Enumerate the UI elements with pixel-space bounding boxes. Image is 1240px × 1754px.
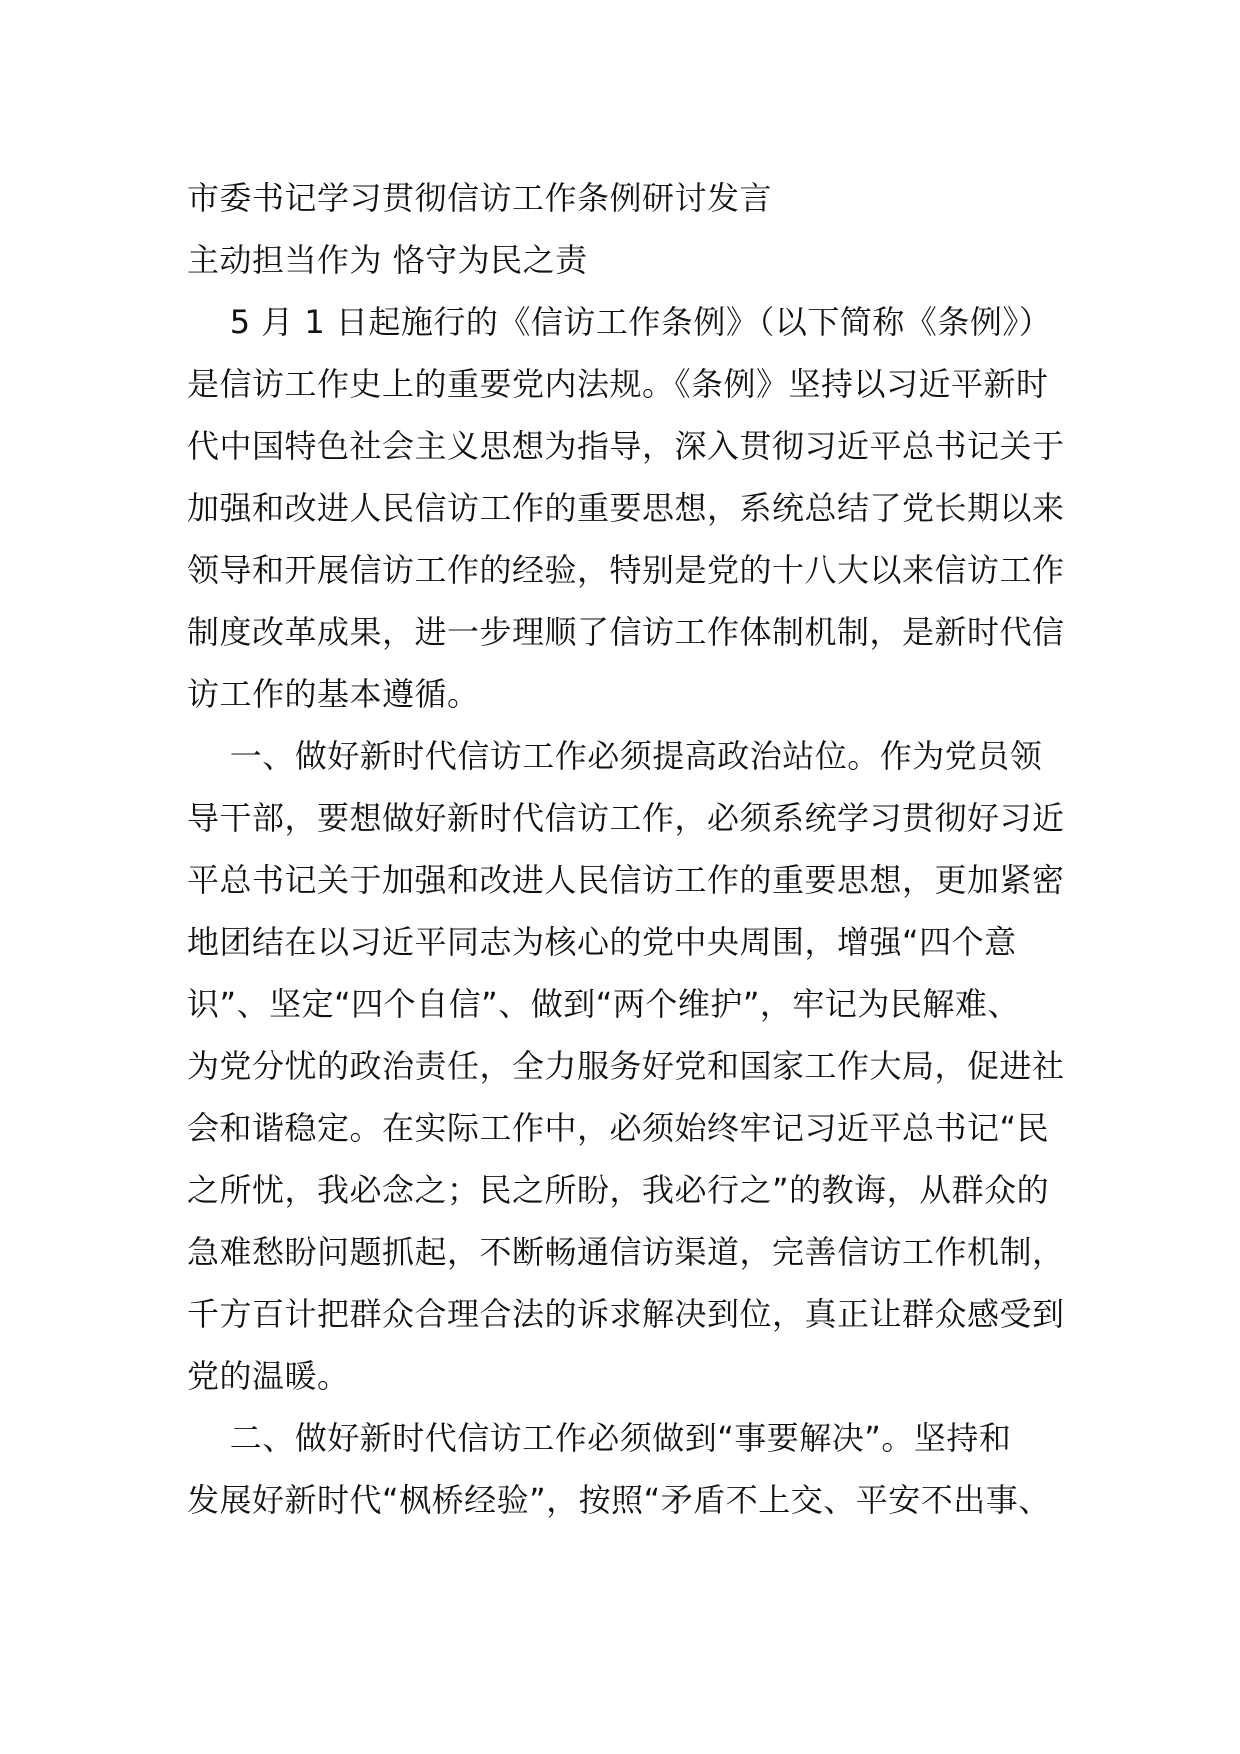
body-line: 导干部，要想做好新时代信访工作，必须系统学习贯彻好习近 xyxy=(187,799,1065,837)
body-line: 急难愁盼问题抓起，不断畅通信访渠道，完善信访工作机制， xyxy=(187,1233,1065,1271)
body-line: 访工作的基本遵循。 xyxy=(187,675,480,713)
body-line: 会和谐稳定。在实际工作中，必须始终牢记习近平总书记“民 xyxy=(187,1109,1050,1147)
body-line: 二、做好新时代信访工作必须做到“事要解决”。坚持和 xyxy=(187,1419,1012,1457)
body-line: 领导和开展信访工作的经验，特别是党的十八大以来信访工作 xyxy=(187,551,1065,589)
body-line: 千方百计把群众合理合法的诉求解决到位，真正让群众感受到 xyxy=(187,1295,1065,1333)
body-line: 党的温暖。 xyxy=(187,1357,350,1395)
body-line: 代中国特色社会主义思想为指导，深入贯彻习近平总书记关于 xyxy=(187,427,1065,465)
body-line: 之所忧，我必念之；民之所盼，我必行之”的教诲，从群众的 xyxy=(187,1171,1050,1209)
body-line: 加强和改进人民信访工作的重要思想，系统总结了党长期以来 xyxy=(187,489,1065,527)
document-title: 市委书记学习贯彻信访工作条例研讨发言 xyxy=(187,179,773,217)
document-subtitle: 主动担当作为 恪守为民之责 xyxy=(187,241,588,279)
body-line: 制度改革成果，进一步理顺了信访工作体制机制，是新时代信 xyxy=(187,613,1065,651)
body-line: 5 月 1 日起施行的《信访工作条例》（以下简称《条例》） xyxy=(187,303,1052,341)
body-line: 地团结在以习近平同志为核心的党中央周围，增强“四个意 xyxy=(187,923,1017,961)
body-line: 识”、坚定“四个自信”、做到“两个维护”，牢记为民解难、 xyxy=(187,985,1020,1023)
body-line: 平总书记关于加强和改进人民信访工作的重要思想，更加紧密 xyxy=(187,861,1065,899)
body-line: 是信访工作史上的重要党内法规。《条例》坚持以习近平新时 xyxy=(187,365,1049,403)
body-line: 发展好新时代“枫桥经验”，按照“矛盾不上交、平安不出事、 xyxy=(187,1481,1051,1519)
body-line: 为党分忧的政治责任，全力服务好党和国家工作大局，促进社 xyxy=(187,1047,1065,1085)
body-line: 一、做好新时代信访工作必须提高政治站位。作为党员领 xyxy=(187,737,1043,775)
